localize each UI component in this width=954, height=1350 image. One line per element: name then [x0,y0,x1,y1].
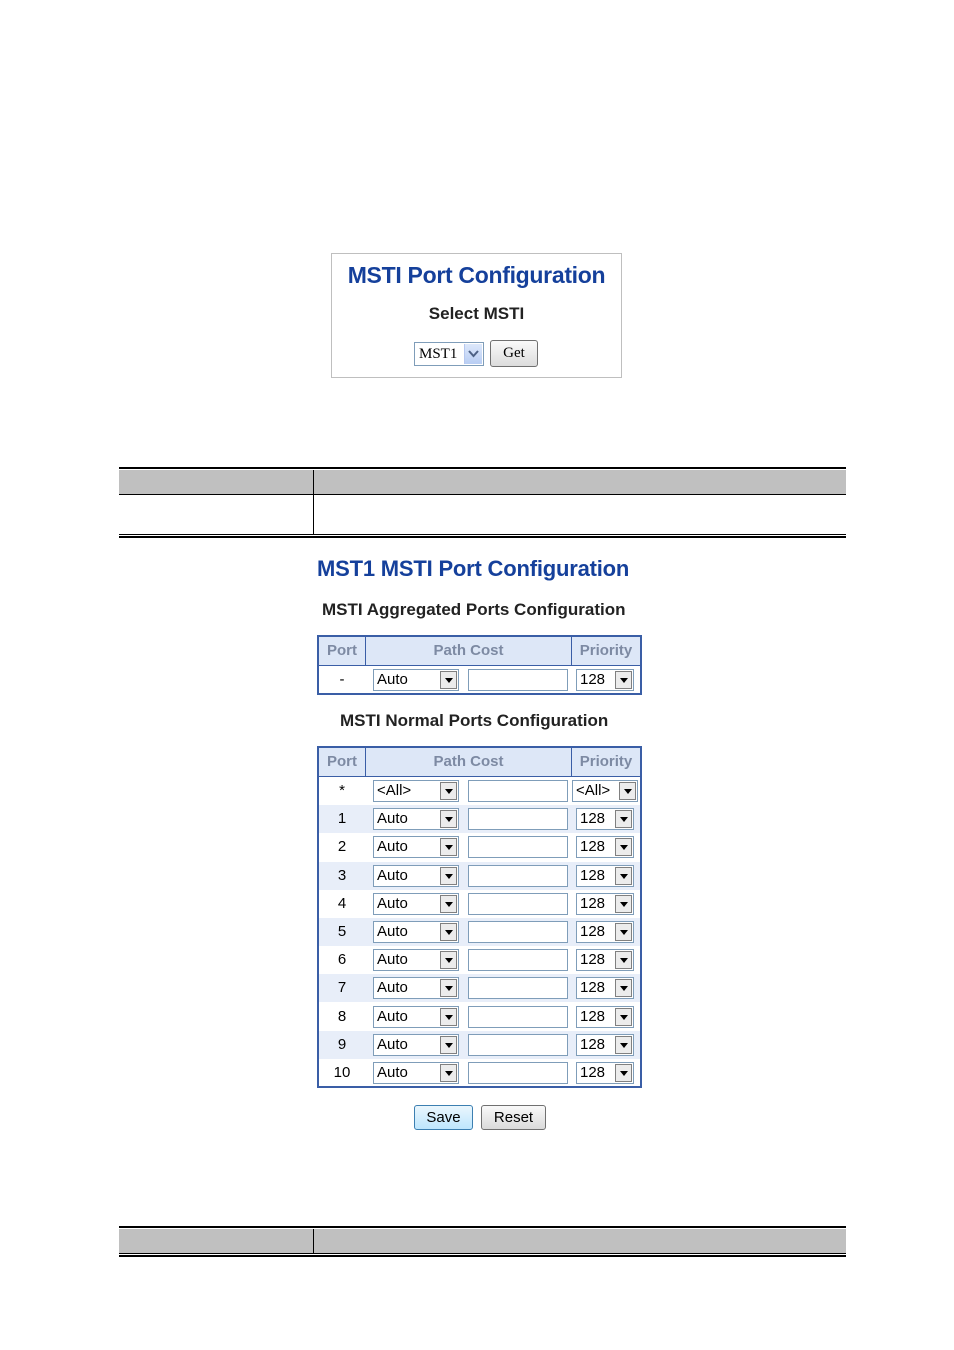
chevron-down-icon[interactable] [440,951,457,969]
priority-value: 128 [580,923,606,940]
path-cost-input[interactable] [468,949,568,971]
path-cost-select[interactable] [373,808,459,830]
table-row [319,890,640,918]
path-cost-value: Auto [377,951,408,969]
priority-value: 128 [580,671,606,688]
chevron-down-icon[interactable] [440,979,457,997]
path-cost-value: Auto [377,1035,408,1053]
header-path-cost: Path Cost [433,642,504,659]
path-cost-input[interactable] [468,865,568,887]
priority-select[interactable] [576,893,634,915]
priority-value: 128 [580,1007,606,1025]
reset-button[interactable]: Reset [481,1105,546,1130]
path-cost-input[interactable] [468,808,568,830]
aggregated-ports-table [317,635,642,695]
header-port: Port [327,753,357,770]
select-msti-label: Select MSTI [428,304,525,323]
chevron-down-icon[interactable] [615,671,632,689]
header-path-cost: Path Cost [433,753,504,770]
chevron-down-icon[interactable] [440,671,457,689]
chevron-down-icon[interactable] [615,951,632,969]
path-cost-input[interactable] [468,1006,568,1028]
priority-select[interactable] [576,1034,634,1056]
port-number: 7 [337,979,347,997]
path-cost-input[interactable] [468,977,568,999]
path-cost-select[interactable] [373,780,459,802]
table-row [319,862,640,890]
chevron-down-icon[interactable] [615,1036,632,1054]
table-row [319,946,640,974]
chevron-down-icon[interactable] [440,1036,457,1054]
table-row [319,833,640,861]
port-number: * [339,782,345,799]
chevron-down-icon[interactable] [440,810,457,828]
table-header [319,748,640,777]
priority-value: 128 [580,866,606,884]
header-priority: Priority [579,642,633,659]
port-number: 8 [337,1007,347,1025]
path-cost-input[interactable] [468,669,568,691]
priority-select[interactable] [576,865,634,887]
save-button[interactable]: Save [414,1105,473,1130]
port-number: 10 [333,1064,351,1081]
priority-select[interactable] [576,669,634,691]
chevron-down-icon[interactable] [440,1064,457,1082]
priority-value: 128 [580,1035,606,1053]
chevron-down-icon[interactable] [440,782,457,800]
path-cost-input[interactable] [468,1062,568,1084]
path-cost-value: <All> [377,782,412,799]
doc-table-header [119,470,846,494]
msti-select-value: MST1 [419,346,458,362]
normal-title: MSTI Normal Ports Configuration [340,711,609,730]
priority-value: 128 [580,951,606,969]
port-number: 4 [337,894,347,912]
path-cost-input[interactable] [468,836,568,858]
path-cost-select[interactable] [373,921,459,943]
table-row [319,918,640,946]
header-priority: Priority [579,753,633,770]
chevron-down-icon[interactable] [440,923,457,941]
table-row [319,974,640,1002]
path-cost-select[interactable] [373,893,459,915]
aggregated-title: MSTI Aggregated Ports Configuration [322,600,626,619]
port-number: 3 [337,866,347,884]
priority-select[interactable] [576,1006,634,1028]
priority-select[interactable] [576,921,634,943]
doc-table-header [119,1229,846,1253]
priority-select[interactable] [576,977,634,999]
chevron-down-icon[interactable] [440,1008,457,1026]
chevron-down-icon[interactable] [615,838,632,856]
path-cost-value: Auto [377,866,408,884]
path-cost-select[interactable] [373,949,459,971]
chevron-down-icon[interactable] [615,979,632,997]
table-row [319,1059,640,1087]
path-cost-value: Auto [377,1007,408,1025]
path-cost-select[interactable] [373,836,459,858]
chevron-down-icon[interactable] [615,923,632,941]
path-cost-select[interactable] [373,1062,459,1084]
chevron-down-icon[interactable] [440,838,457,856]
table-header [319,637,640,666]
priority-value: 128 [580,1064,606,1081]
chevron-down-icon[interactable] [615,895,632,913]
path-cost-value: Auto [377,979,408,997]
msti-select[interactable] [414,342,484,366]
priority-value: 128 [580,838,606,856]
priority-select[interactable] [572,780,638,802]
priority-value: 128 [580,810,606,828]
header-port: Port [327,642,357,659]
path-cost-value: Auto [377,923,408,940]
priority-select[interactable] [576,836,634,858]
path-cost-select[interactable] [373,669,459,691]
priority-select[interactable] [576,949,634,971]
path-cost-select[interactable] [373,1034,459,1056]
port-number: 6 [337,951,347,969]
path-cost-select[interactable] [373,977,459,999]
priority-value: <All> [576,782,611,799]
chevron-down-icon[interactable] [440,895,457,913]
port-number: 5 [337,923,347,940]
table-row [319,666,640,694]
chevron-down-icon[interactable] [615,1064,632,1082]
port-number: - [339,671,345,688]
path-cost-value: Auto [377,838,408,856]
table-row [319,777,640,805]
priority-select[interactable] [576,808,634,830]
doc-table-1 [119,467,846,539]
config-title: MST1 MSTI Port Configuration [317,556,630,581]
chevron-down-icon[interactable] [615,810,632,828]
priority-value: 128 [580,979,606,997]
select-msti-panel [331,253,622,378]
chevron-down-icon[interactable] [619,782,636,800]
table-row [319,1003,640,1031]
get-button[interactable]: Get [490,340,538,367]
table-row [319,1031,640,1059]
path-cost-input[interactable] [468,893,568,915]
port-number: 1 [337,810,347,828]
chevron-down-icon[interactable] [615,867,632,885]
path-cost-value: Auto [377,1064,408,1081]
path-cost-input[interactable] [468,1034,568,1056]
table-row [319,805,640,833]
port-number: 2 [337,838,347,856]
path-cost-select[interactable] [373,1006,459,1028]
normal-ports-table [317,746,642,1088]
chevron-down-icon[interactable] [615,1008,632,1026]
priority-select[interactable] [576,1062,634,1084]
doc-table-2 [119,1226,846,1260]
chevron-down-icon[interactable] [464,344,482,364]
path-cost-value: Auto [377,894,408,912]
path-cost-input[interactable] [468,780,568,802]
path-cost-input[interactable] [468,921,568,943]
path-cost-value: Auto [377,671,408,688]
priority-value: 128 [580,894,606,912]
panel-title: MSTI Port Configuration [347,262,606,288]
path-cost-value: Auto [377,810,408,828]
port-number: 9 [337,1035,347,1053]
chevron-down-icon[interactable] [440,867,457,885]
path-cost-select[interactable] [373,865,459,887]
